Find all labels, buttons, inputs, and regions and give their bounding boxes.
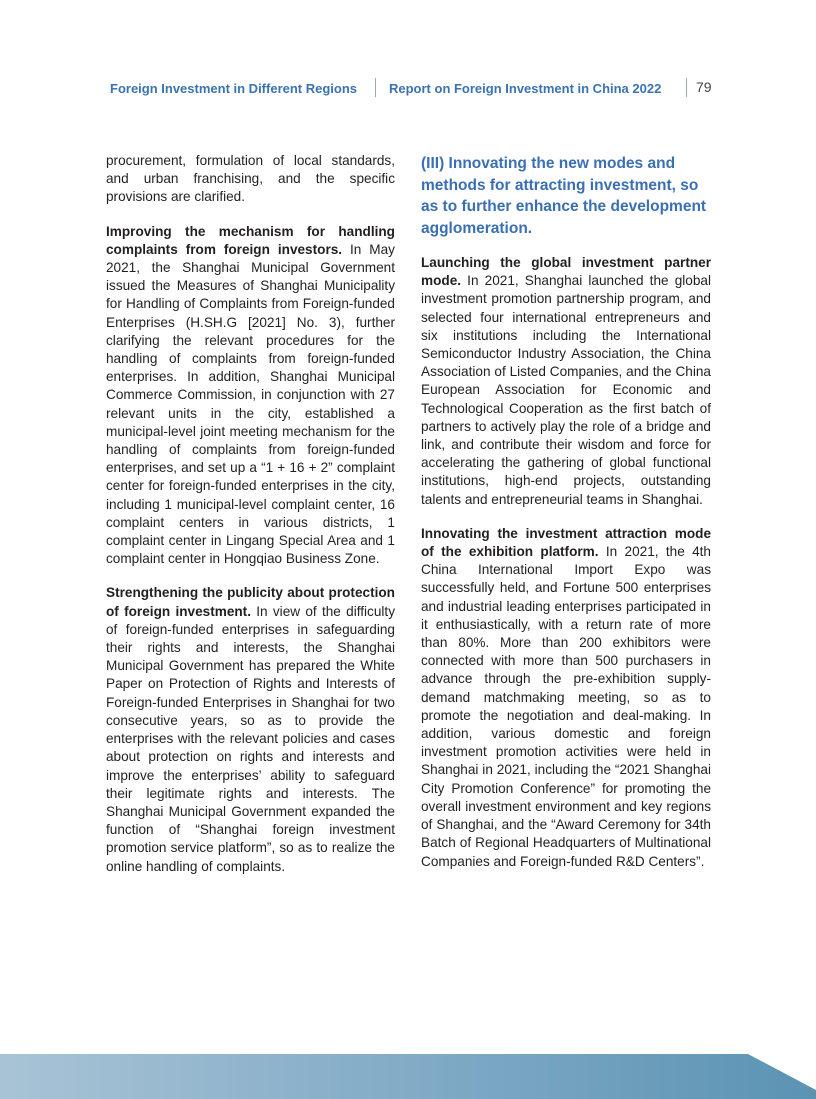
paragraph-lead: Improving the mechanism for handling complaints from foreign investors. bbox=[106, 223, 395, 257]
paragraph-lead: Launching the global investment partner mode. bbox=[421, 255, 711, 289]
paragraph-text: In May 2021, the Shanghai Municipal Government issued the Measures of Shanghai Municipality for Handling of Complaints from Foreign-funded Enterprises (H.SH.G [2021] No. 3), further clarifying the relevant procedures for the handling of complaints from foreign-funded enterprises. In addition, Shanghai Municipal Commerce Commission, in conjunction with 27 relevant units in the city, established a municipal-level joint meeting mechanism for the handling of complaints from foreign-funded enterprises, and set up a “1 + 16 + 2” complaint center for foreign-funded enterprises in the city, including 1 municipal-level complaint center, 16 complaint centers in various districts, 1 complaint center in Lingang Special Area and 1 complaint center in Hongqiao Business Zone. bbox=[106, 241, 395, 567]
paragraph-lead: Innovating the investment attraction mode of the exhibition platform. bbox=[421, 525, 711, 560]
header-report-title: Report on Foreign Investment in China 2022 bbox=[389, 81, 662, 96]
left-column bbox=[106, 152, 395, 892]
paragraph-text: procurement, formulation of local standards, and urban franchising, and the specific provisions are clarified. bbox=[106, 153, 395, 205]
paragraph bbox=[106, 584, 395, 875]
paragraph bbox=[421, 525, 711, 871]
section-heading: (III) Innovating the new modes and methods for attracting investment, so as to further enhance the development agglomeration. bbox=[421, 155, 707, 237]
header-divider bbox=[375, 78, 376, 97]
paragraph bbox=[421, 254, 711, 509]
paragraph-lead: Strengthening the publicity about protection of foreign investment. bbox=[106, 585, 395, 619]
running-header bbox=[0, 78, 816, 98]
paragraph bbox=[106, 223, 395, 569]
footer-decorative-band bbox=[0, 1054, 816, 1099]
paragraph-text: In 2021, the 4th China International Import Expo was successfully held, and Fortune 500 enterprises and industrial leading enterprises participated in it enthusiastically, with a return rate of more than 80%. More than 200 exhibitors were connected with more than 500 purchasers in advance through the pre-exhibition supply-demand matchmaking meeting, so as to promote the negotiation and deal-making. In addition, various domestic and foreign investment promotion activities were held in Shanghai in 2021, including the “2021 Shanghai City Promotion Conference” for promoting the overall investment environment and key regions of Shanghai, and the “Award Ceremony for 34th Batch of Regional Headquarters of Multinational Companies and Foreign-funded R&D Centers”. bbox=[421, 544, 711, 869]
paragraph-text: In view of the difficulty of foreign-funded enterprises in safeguarding their rights and interests, the Shanghai Municipal Government has prepared the White Paper on Protection of Rights and Interests of Foreign-funded Enterprises in Shanghai for two consecutive years, so as to provide the enterprises with the relevant policies and cases about protection on rights and interests and improve the enterprises’ ability to safeguard their legitimate rights and interests. The Shanghai Municipal Government expanded the function of “Shanghai foreign investment promotion service platform”, so as to realize the online handling of complaints. bbox=[106, 603, 395, 874]
header-divider bbox=[686, 78, 687, 97]
page-number: 79 bbox=[696, 79, 712, 95]
paragraph-text: In 2021, Shanghai launched the global investment promotion partnership program, and selected four international entrepreneurs and six institutions including the International Semiconductor Industry Association, the China Association of Listed Companies, and the China European Association for Economic and Technological Cooperation as the first batch of partners to actively play the role of a bridge and link, and contribute their wisdom and force for accelerating the gathering of global functional institutions, high-end projects, outstanding talents and entrepreneurial teams in Shanghai. bbox=[421, 273, 711, 507]
right-column bbox=[421, 153, 711, 887]
header-section-title: Foreign Investment in Different Regions bbox=[110, 81, 358, 96]
paragraph bbox=[106, 152, 395, 207]
